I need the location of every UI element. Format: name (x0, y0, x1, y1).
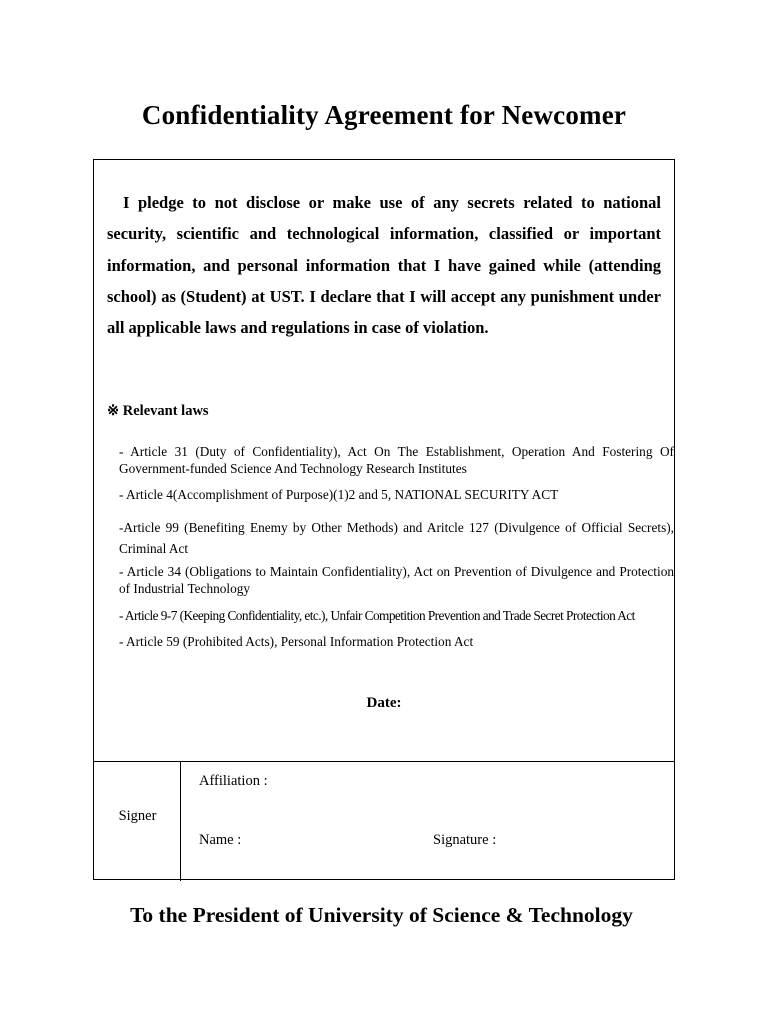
law-item: - Article 4(Accomplishment of Purpose)(1)2 and 5, NATIONAL SECURITY ACT (119, 487, 559, 502)
document-title: Confidentiality Agreement for Newcomer (141, 100, 627, 130)
relevant-laws-heading: ※ Relevant laws (107, 403, 209, 419)
pledge-text: I pledge to not disclose or make use of any secrets related to national security, scientific and technological information, classified or important information, and personal information that I have gained while (attending school) as (Student) at UST. I declare that I will accept any punishment under all applicable laws and regulations in case of violation. (107, 193, 661, 338)
law-item: - Article 31 (Duty of Confidentiality), Act On The Establishment, Operation And Fostering Of Government-funded Science And Technology Research Institutes (119, 444, 674, 476)
agreement-box (93, 159, 675, 880)
name-label: Name : (199, 832, 242, 848)
law-item: - Article 9-7 (Keeping Confidentiality, etc.), Unfair Competition Prevention and Trade Secret Protection Act (119, 608, 635, 623)
law-item: -Article 99 (Benefiting Enemy by Other Methods) and Aritcle 127 (Divulgence of Official Secrets), Criminal Act (119, 520, 674, 556)
law-item: - Article 59 (Prohibited Acts), Personal Information Protection Act (119, 634, 474, 649)
signer-cell (94, 762, 181, 881)
law-item: - Article 34 (Obligations to Maintain Confidentiality), Act on Prevention of Divulgence and Protection of Industrial Technology (119, 564, 674, 596)
date-label: Date: (366, 695, 402, 711)
signature-label: Signature : (433, 832, 497, 848)
recipient-line: To the President of University of Science & Technology (130, 903, 633, 927)
signer-row (94, 761, 674, 881)
affiliation-label: Affiliation : (199, 773, 268, 789)
signer-label: Signer (118, 808, 157, 824)
